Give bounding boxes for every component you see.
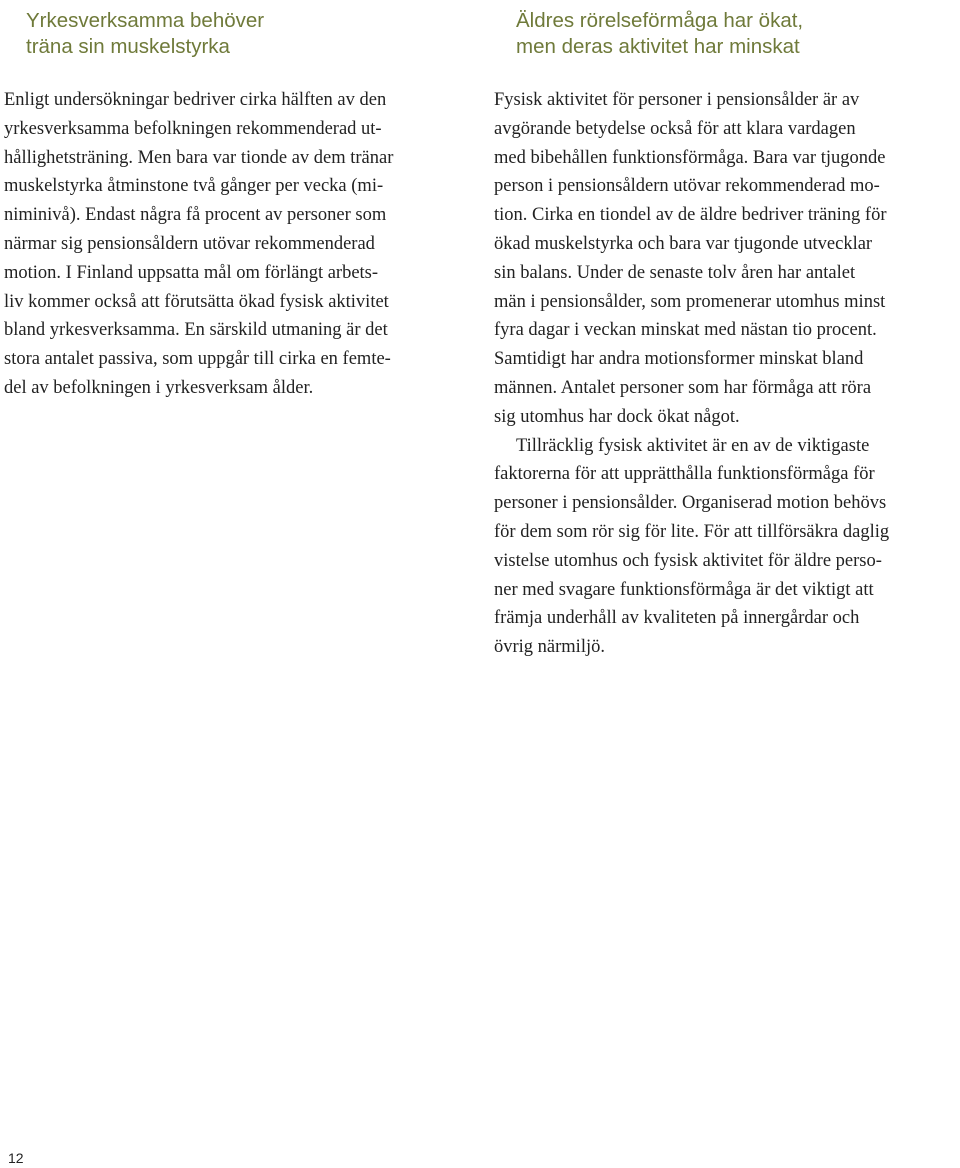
text-line: del av befolkningen i yrkesverksam ålder. (4, 377, 314, 398)
text-line: faktorerna för att upprätthålla funktionsförmåga för (494, 464, 875, 485)
text-line: med bibehållen funktionsförmåga. Bara var tjugonde (494, 147, 886, 168)
text-line: övrig närmiljö. (494, 637, 605, 658)
text-line: motion. I Finland uppsatta mål om förlängt arbets- (4, 262, 379, 283)
text-line: muskelstyrka åtminstone två gånger per vecka (mi- (4, 176, 384, 197)
text-line: Fysisk aktivitet för personer i pensionsålder är av (494, 90, 860, 110)
text-line: män i pensionsålder, som promenerar utomhus minst (494, 291, 886, 312)
text-line: Samtidigt har andra motionsformer minskat bland (494, 349, 864, 370)
left-body-paragraph (4, 86, 393, 403)
right-heading-line: Äldres rörelseförmåga har ökat, (516, 9, 804, 32)
text-line: personer i pensionsålder. Organiserad motion behövs (494, 493, 887, 514)
text-line: fyra dagar i veckan minskat med nästan tio procent. (494, 320, 877, 341)
text-line: liv kommer också att förutsätta ökad fysisk aktivitet (4, 291, 389, 312)
left-heading-line: träna sin muskelstyrka (26, 35, 230, 58)
text-line: Tillräcklig fysisk aktivitet är en av de viktigaste (516, 435, 870, 456)
text-line: niminivå). Endast några få procent av personer som (4, 205, 387, 226)
text-line: ökad muskelstyrka och bara var tjugonde utvecklar (494, 233, 873, 254)
text-line: bland yrkesverksamma. En särskild utmaning är det (4, 320, 388, 341)
text-line: avgörande betydelse också för att klara vardagen (494, 118, 856, 139)
text-line: närmar sig pensionsåldern utövar rekommenderad (4, 233, 375, 254)
text-line: tion. Cirka en tiondel av de äldre bedriver träning för (494, 205, 887, 226)
right-section-heading (516, 8, 803, 60)
text-line: främja underhåll av kvaliteten på innergårdar och (494, 608, 860, 629)
text-line: yrkesverksamma befolkningen rekommenderad ut- (4, 118, 382, 139)
text-line: för dem som rör sig för lite. För att tillförsäkra daglig (494, 521, 890, 542)
left-section-heading (26, 8, 264, 60)
text-line: person i pensionsåldern utövar rekommenderad mo- (494, 176, 880, 197)
text-line: sig utomhus har dock ökat något. (494, 406, 740, 427)
page-number: 12 (8, 1150, 24, 1166)
right-body-paragraph (494, 86, 889, 662)
text-line: stora antalet passiva, som uppgår till cirka en femte- (4, 349, 391, 370)
text-line: sin balans. Under de senaste tolv åren har antalet (494, 262, 856, 283)
text-line: hållighetsträning. Men bara var tionde av dem tränar (4, 147, 394, 168)
text-line: männen. Antalet personer som har förmåga att röra (494, 377, 872, 398)
right-heading-line: men deras aktivitet har minskat (516, 35, 800, 58)
text-line: Enligt undersökningar bedriver cirka hälften av den (4, 90, 387, 110)
text-line: ner med svagare funktionsförmåga är det viktigt att (494, 579, 874, 600)
left-heading-line: Yrkesverksamma behöver (26, 9, 265, 32)
text-line: vistelse utomhus och fysisk aktivitet för äldre perso- (494, 550, 882, 571)
